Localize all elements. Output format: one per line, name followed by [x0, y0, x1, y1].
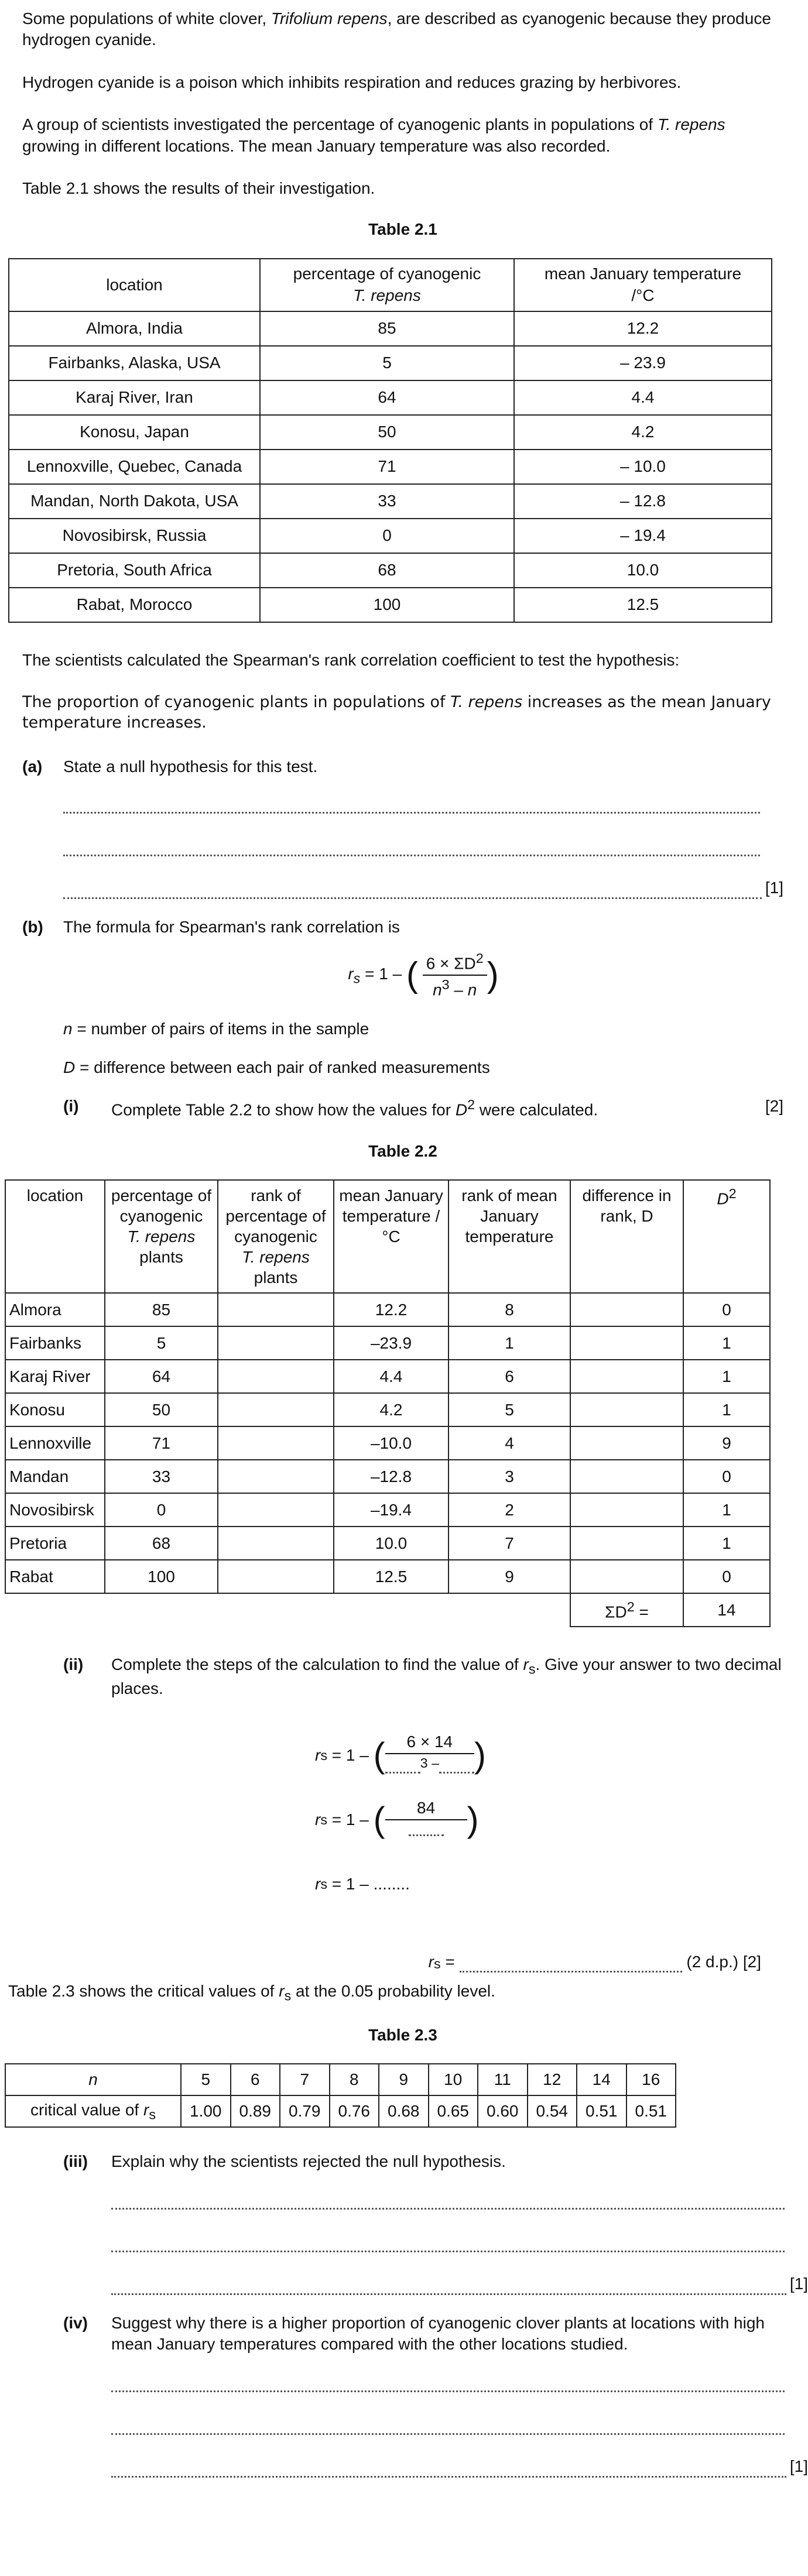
cell-percentage: 68 [260, 553, 514, 588]
cell-temperature: –23.9 [334, 1326, 448, 1360]
question-label: (ii) [63, 1655, 84, 1674]
answer-rs-line: r s = (2 d.p.) [2] [22, 1951, 761, 1973]
cell-percentage: 0 [260, 519, 514, 553]
header-location: location [9, 259, 260, 311]
question-label: (i) [63, 1097, 79, 1116]
cell-difference[interactable] [570, 1527, 683, 1560]
cell-rank-percentage[interactable] [218, 1493, 334, 1527]
cell-critical-value: 0.51 [626, 2095, 676, 2127]
question-b-iii [22, 2151, 808, 2294]
cell-percentage: 33 [260, 484, 514, 519]
n-label: n [5, 2064, 181, 2095]
answer-line[interactable] [63, 874, 762, 899]
cell-difference[interactable] [570, 1560, 683, 1593]
cell-rank-temperature: 9 [448, 1560, 570, 1593]
cell-n: 12 [528, 2064, 577, 2095]
cell-temperature: – 10.0 [514, 450, 772, 484]
table-2-1 [8, 258, 772, 623]
mark-allocation: [2] [765, 1097, 783, 1116]
cell-location: Rabat, Morocco [9, 588, 260, 622]
cell-percentage: 71 [260, 450, 514, 484]
answer-line[interactable] [111, 2270, 786, 2295]
cell-critical-value: 0.89 [231, 2095, 280, 2127]
cell-critical-value: 0.54 [528, 2095, 577, 2127]
table-row [5, 1460, 770, 1493]
question-label: (iii) [63, 2152, 88, 2171]
cell-location: Konosu [5, 1393, 105, 1426]
table-2-1-caption: Table 2.1 [368, 220, 437, 239]
cell-rank-temperature: 2 [448, 1493, 570, 1527]
cell-n: 7 [280, 2064, 330, 2095]
intro-paragraph-2: Hydrogen cyanide is a poison which inhibits respiration and reduces grazing by herbivores. [22, 73, 682, 91]
cell-rank-percentage[interactable] [218, 1460, 334, 1493]
cell-percentage: 68 [105, 1527, 218, 1560]
cell-d-squared: 1 [683, 1527, 770, 1560]
cell-difference[interactable] [570, 1393, 683, 1426]
cell-critical-value: 0.79 [280, 2095, 330, 2127]
table-row [9, 311, 772, 346]
question-a [22, 756, 783, 898]
calc-step-3: r s = 1 – ........ [315, 1874, 410, 1893]
intro-paragraph-4: Table 2.1 shows the results of their investigation. [22, 179, 375, 197]
cell-temperature: 4.2 [514, 415, 772, 450]
cell-d-squared: 0 [683, 1460, 770, 1493]
cell-temperature: 12.5 [334, 1560, 448, 1593]
cell-temperature: 10.0 [514, 553, 772, 588]
question-b-ii [22, 1654, 785, 1699]
cell-n: 16 [626, 2064, 676, 2095]
cell-difference[interactable] [570, 1493, 683, 1527]
table-row [5, 1293, 770, 1326]
mark-allocation: [1] [765, 879, 783, 897]
cell-d-squared: 1 [683, 1360, 770, 1393]
table-row [9, 484, 772, 519]
answer-line[interactable] [111, 2184, 785, 2210]
answer-line[interactable] [111, 2410, 785, 2435]
cell-d-squared: 9 [683, 1426, 770, 1460]
table-row [9, 450, 772, 484]
table-row [9, 346, 772, 380]
cell-location: Karaj River [5, 1360, 105, 1393]
question-label: (b) [22, 917, 43, 936]
cell-difference[interactable] [570, 1293, 683, 1326]
table-row [9, 519, 772, 553]
cell-location: Konosu, Japan [9, 415, 260, 450]
cell-percentage: 85 [105, 1293, 218, 1326]
question-text: The formula for Spearman's rank correlation is [63, 917, 400, 936]
n-definition: n = number of pairs of items in the sample [63, 1019, 369, 1038]
cell-location: Fairbanks, Alaska, USA [9, 346, 260, 380]
header-difference: difference in rank, D [570, 1180, 683, 1293]
cell-location: Novosibirsk, Russia [9, 519, 260, 553]
cell-temperature: 4.4 [334, 1360, 448, 1393]
table-2-2 [5, 1179, 771, 1627]
cell-location: Rabat [5, 1560, 105, 1593]
table-row [9, 553, 772, 588]
cell-n: 10 [429, 2064, 478, 2095]
cell-critical-value: 0.51 [577, 2095, 626, 2127]
cell-rank-percentage[interactable] [218, 1393, 334, 1426]
header-percentage: percentage of cyanogenic T. repens [260, 259, 514, 311]
cell-critical-value: 0.60 [478, 2095, 528, 2127]
cell-rank-temperature: 5 [448, 1393, 570, 1426]
question-text: Explain why the scientists rejected the null hypothesis. [111, 2152, 506, 2171]
cell-percentage: 50 [260, 415, 514, 450]
header-location: location [5, 1180, 105, 1293]
header-temperature: mean January temperature /°C [334, 1180, 448, 1293]
cell-location: Mandan [5, 1460, 105, 1493]
question-b-iv [22, 2313, 808, 2478]
cell-n: 14 [577, 2064, 626, 2095]
question-text: Complete Table 2.2 to show how the values for $D^2$ were calculated. [111, 1097, 598, 1119]
table-row [9, 588, 772, 622]
cell-n: 5 [181, 2064, 231, 2095]
cell-temperature: 4.4 [514, 380, 772, 415]
answer-line[interactable] [111, 2227, 785, 2252]
cell-location: Lennoxville [5, 1426, 105, 1460]
header-percentage: percentage of cyanogenic T. repens plants [105, 1180, 218, 1293]
mark-allocation: [1] [789, 2457, 808, 2476]
cell-location: Novosibirsk [5, 1493, 105, 1527]
cell-critical-value: 0.65 [429, 2095, 478, 2127]
sum-label: $\Sigma D^2$ = [570, 1593, 683, 1627]
cell-rank-percentage[interactable] [218, 1527, 334, 1560]
cell-location: Almora, India [9, 311, 260, 346]
answer-line[interactable] [63, 788, 760, 814]
cell-temperature: 10.0 [334, 1527, 448, 1560]
cell-d-squared: 1 [683, 1393, 770, 1426]
cell-location: Lennoxville, Quebec, Canada [9, 450, 260, 484]
table-row [5, 1527, 770, 1560]
cell-d-squared: 0 [683, 1560, 770, 1593]
cell-temperature: – 19.4 [514, 519, 772, 553]
cell-temperature: 12.5 [514, 588, 772, 622]
cell-rank-percentage[interactable] [218, 1326, 334, 1360]
cell-difference[interactable] [570, 1426, 683, 1460]
blank-field[interactable] [385, 1758, 420, 1774]
table-row [5, 1426, 770, 1460]
table-2-2-caption: Table 2.2 [368, 1142, 437, 1161]
table-row [9, 415, 772, 450]
cell-percentage: 100 [105, 1560, 218, 1593]
cell-temperature: 4.2 [334, 1393, 448, 1426]
cell-percentage: 50 [105, 1393, 218, 1426]
cell-rank-temperature: 1 [448, 1326, 570, 1360]
exam-page [8, 8, 808, 2495]
cell-d-squared: 1 [683, 1326, 770, 1360]
question-text: Suggest why there is a higher proportion of cyanogenic clover plants at locations with high mean January temperatures compared with the other locations studied. [111, 2313, 765, 2354]
cell-temperature: –12.8 [334, 1460, 448, 1493]
question-text: State a null hypothesis for this test. [63, 757, 318, 776]
answer-line[interactable] [111, 2452, 786, 2478]
table-2-3-caption: Table 2.3 [368, 2026, 437, 2045]
answer-line[interactable] [63, 831, 760, 856]
cell-percentage: 85 [260, 311, 514, 346]
cell-critical-value: 1.00 [181, 2095, 231, 2127]
cell-critical-value: 0.68 [379, 2095, 429, 2127]
cell-location: Mandan, North Dakota, USA [9, 484, 260, 519]
calc-step-1: r s = 1 – ( $\frac{6 \times 14}{^{3 -}}$ ) [315, 1733, 487, 1775]
mark-allocation: [2] [742, 1952, 761, 1971]
cell-rank-temperature: 8 [448, 1293, 570, 1326]
cell-rank-percentage[interactable] [218, 1360, 334, 1393]
cell-percentage: 100 [260, 588, 514, 622]
intro-paragraph-3: A group of scientists investigated the percentage of cyanogenic plants in populations of T. repens growing in different locations. The mean January temperature was also recorded. [22, 115, 725, 155]
cell-rank-percentage[interactable] [218, 1293, 334, 1326]
question-b [22, 917, 783, 1079]
cell-rank-percentage[interactable] [218, 1560, 334, 1593]
intro-paragraph-1: Some populations of white clover, Trifolium repens, are described as cyanogenic because they produce hydrogen cyanide. [22, 9, 771, 49]
table-2-3-intro: Table 2.3 shows the critical values of $r_s$ at the 0.05 probability level. [8, 1982, 495, 2004]
question-text: Complete the steps of the calculation to find the value of $r_s$. Give your answer to two decimal places. [111, 1655, 782, 1698]
header-d-squared: $D^2$ [683, 1180, 770, 1293]
sum-value: 14 [683, 1593, 770, 1627]
cell-n: 11 [478, 2064, 528, 2095]
cell-rank-temperature: 7 [448, 1527, 570, 1560]
header-rank-temperature: rank of mean January temperature [448, 1180, 570, 1293]
calc-step-2: r s = 1 – ( 84 ) [315, 1799, 479, 1839]
hypothesis: The proportion of cyanogenic plants in populations of T. repens increases as the mean January temperature increases. [22, 693, 771, 732]
table-2-3 [5, 2063, 676, 2128]
cell-rank-temperature: 6 [448, 1360, 570, 1393]
cell-temperature: –19.4 [334, 1493, 448, 1527]
cell-temperature: 12.2 [514, 311, 772, 346]
table-row [5, 1393, 770, 1426]
cell-temperature: – 12.8 [514, 484, 772, 519]
cell-percentage: 64 [105, 1360, 218, 1393]
table-row [5, 1326, 770, 1360]
cell-percentage: 71 [105, 1426, 218, 1460]
cell-percentage: 33 [105, 1460, 218, 1493]
cell-percentage: 64 [260, 380, 514, 415]
cell-location: Pretoria, South Africa [9, 553, 260, 588]
d-definition: D = difference between each pair of ranked measurements [63, 1058, 490, 1076]
cell-difference[interactable] [570, 1360, 683, 1393]
cell-rank-percentage[interactable] [218, 1426, 334, 1460]
cell-d-squared: 1 [683, 1493, 770, 1527]
cell-location: Karaj River, Iran [9, 380, 260, 415]
question-b-i [22, 1096, 783, 1121]
cell-n: 9 [379, 2064, 429, 2095]
cell-location: Pretoria [5, 1527, 105, 1560]
cell-percentage: 0 [105, 1493, 218, 1527]
cell-critical-value: 0.76 [330, 2095, 379, 2127]
question-label: (a) [22, 757, 43, 776]
cell-n: 6 [231, 2064, 280, 2095]
table-row [5, 1360, 770, 1393]
answer-field[interactable] [460, 1957, 682, 1973]
table-row [5, 1493, 770, 1527]
blank-field[interactable] [439, 1758, 474, 1774]
table-row [5, 1560, 770, 1593]
cell-percentage: 5 [105, 1326, 218, 1360]
cv-label: critical value of $r_s$ [5, 2095, 181, 2127]
table-row [9, 380, 772, 415]
cell-difference[interactable] [570, 1326, 683, 1360]
cell-location: Almora [5, 1293, 105, 1326]
header-temperature: mean January temperature /°C [514, 259, 772, 311]
answer-line[interactable] [111, 2367, 785, 2392]
spearman-intro: The scientists calculated the Spearman's rank correlation coefficient to test the hypothesis: [22, 650, 680, 669]
cell-temperature: –10.0 [334, 1426, 448, 1460]
cell-rank-temperature: 3 [448, 1460, 570, 1493]
blank-field[interactable] [409, 1820, 444, 1836]
spearman-formula: $r_s = 1$ – ( $\frac{6 \times \Sigma D^2}{n^3 - n}$ ) [348, 951, 499, 999]
cell-temperature: – 23.9 [514, 346, 772, 380]
cell-percentage: 5 [260, 346, 514, 380]
cell-difference[interactable] [570, 1460, 683, 1493]
cell-d-squared: 0 [683, 1293, 770, 1326]
cell-n: 8 [330, 2064, 379, 2095]
calculation-steps [315, 1723, 783, 1916]
question-label: (iv) [63, 2313, 88, 2332]
cell-temperature: 12.2 [334, 1293, 448, 1326]
cell-rank-temperature: 4 [448, 1426, 570, 1460]
header-rank-percentage: rank of percentage of cyanogenic T. repens plants [218, 1180, 334, 1293]
mark-allocation: [1] [789, 2275, 808, 2293]
cell-location: Fairbanks [5, 1326, 105, 1360]
